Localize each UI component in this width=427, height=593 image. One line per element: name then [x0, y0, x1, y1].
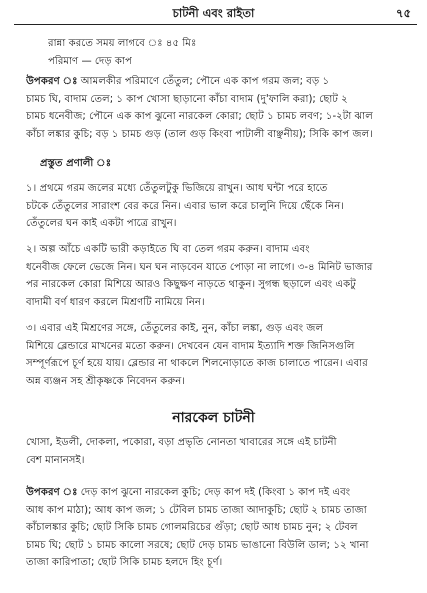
recipe-title: নারকেল চাটনী	[172, 410, 255, 426]
method-heading	[40, 155, 415, 173]
yield-quantity: পরিমাণ — দেড় কাপ	[48, 55, 132, 67]
method-step-1	[26, 180, 415, 233]
step-line: ১। প্রথমে গরম জলের মধ্যে তেঁতুলটুকু ভিজিয়ে রাখুন। আধ ঘন্টা পরে হাতে	[26, 183, 328, 194]
recipe-meta	[48, 35, 415, 70]
ingredients-label: উপকরণ ঃ	[26, 487, 78, 498]
ingredients-line: চামচ ধনেবীজ; পৌনে এক কাপ ঝুনো নারকেল কোরা; ছোট ১ চামচ লবণ; ১-২টা ঝাল	[26, 111, 373, 122]
ingredients-text: আমলকীর পরিমাণে তেঁতুল; পৌনে এক কাপ গরম জল; বড় ১	[77, 76, 330, 87]
ingredients-line	[26, 73, 415, 91]
ingredients-text: দেড় কাপ ঝুনো নারকেল কুচি; দেড় কাপ দই (কিংবা ১ কাপ দই এবং	[77, 487, 351, 498]
ingredients-line: চামচ ঘি; ছোট ১ চামচ কালো সরষে; ছোট দেড় চামচ ভাঙানো বিউলি ডাল; ১২ খানা	[26, 539, 369, 551]
recipe2-ingredients	[26, 484, 415, 572]
page-header	[0, 4, 427, 22]
ingredients-line: আধ কাপ মাঠা); আধ কাপ জল; ১ টেবিল চামচ তাজা আদাকুচি; ছোট ২ চামচ তাজা	[26, 504, 367, 516]
ingredients-section	[26, 73, 415, 143]
step-line: চটকে তেঁতুলের সারাংশ বের করে নিন। এবার ভাল করে চালুনি দিয়ে ছেঁকে নিন।	[26, 200, 345, 212]
recipe-intro	[26, 434, 415, 469]
step-line: পর নারকেল কোরা মিশিয়ে আরও কিছুক্ষণ নাড়তে থাকুন। সুগন্ধ ছড়ালে এবং একটু	[26, 279, 356, 290]
method-heading-text: প্রস্তুত প্রণালী ঃ	[40, 158, 112, 169]
page-number: ৭৫	[396, 6, 411, 20]
step-line: তেঁতুলের ঘন কাই একটা পাত্রে রাখুন।	[26, 218, 177, 229]
step-line: ৩। এবার এই মিশ্রণের সঙ্গে, তেঁতুলের কাই, নুন, কাঁচা লঙ্কা, গুড় এবং জল	[26, 323, 324, 334]
step-line: বাদামী বর্ণ ধারণ করলে মিশ্রণটি নামিয়ে নিন।	[26, 296, 205, 308]
ingredients-line: কাঁচা লঙ্কার কুচি; বড় ১ চামচ গুড় (তাল গুড় কিংবা পাটালী বাঞ্ছনীয়); সিকি কাপ জল।	[26, 128, 373, 140]
header-title: চাটনী এবং রাইতা	[172, 6, 255, 20]
intro-line: বেশ মানানসই।	[26, 454, 85, 466]
intro-line: খোসা, ইডলী, দোকলা, পকোরা, বড়া প্রভৃতি নোনতা খাবারের সঙ্গে এই চাটনী	[26, 437, 337, 448]
step-line: সম্পূর্ণরূপে চূর্ণ হয়ে যায়। ব্লেন্ডার না থাকলে শিলনোড়াতে কাজ চালাতে পারেন। এবার	[26, 358, 368, 369]
method-step-3	[26, 320, 415, 390]
method-step-2	[26, 241, 415, 311]
step-line: মিশিয়ে ব্লেন্ডারে মাখনের মতো করুন। দেখবেন যেন বাদাম ইত্যাদি শক্ত জিনিসগুলি	[26, 340, 355, 352]
cooking-time: রান্না করতে সময় লাগবে ঃ ৪৫ মিঃ	[48, 38, 197, 49]
ingredients-line: তাজা কারিপাতা; ছোট সিকি চামচ হলদে হিং চূর্ণ।	[26, 557, 223, 568]
ingredients-label: উপকরণ ঃ	[26, 76, 78, 87]
step-line: ২। অল্প আঁচে একটি ভারী কড়াইতে ঘি বা তেল গরম করুন। বাদাম এবং	[26, 244, 310, 255]
ingredients-line: চামচ ঘি, বাদাম তেল; ১ কাপ খোসা ছাড়ানো কাঁচা বাদাম (দু'ফালি করা); ছোট ২	[26, 93, 348, 105]
ingredients-line: কাঁচালঙ্কার কুচি; ছোট সিকি চামচ গোলমরিচের গুঁড়া; ছোট আধ চামচ নুন; ২ টেবল	[26, 522, 358, 533]
header-rule	[14, 24, 417, 25]
ingredients-line	[26, 484, 415, 502]
step-line: ধনেবীজ ফেলে ভেজে নিন। ঘন ঘন নাড়বেন যাতে পোড়া না লাগে। ৩-৪ মিনিট ভাজার	[26, 261, 373, 273]
step-line: অন্ন ব্যঞ্জন সহ শ্রীকৃষ্ণকে নিবেদন করুন।	[26, 375, 185, 387]
